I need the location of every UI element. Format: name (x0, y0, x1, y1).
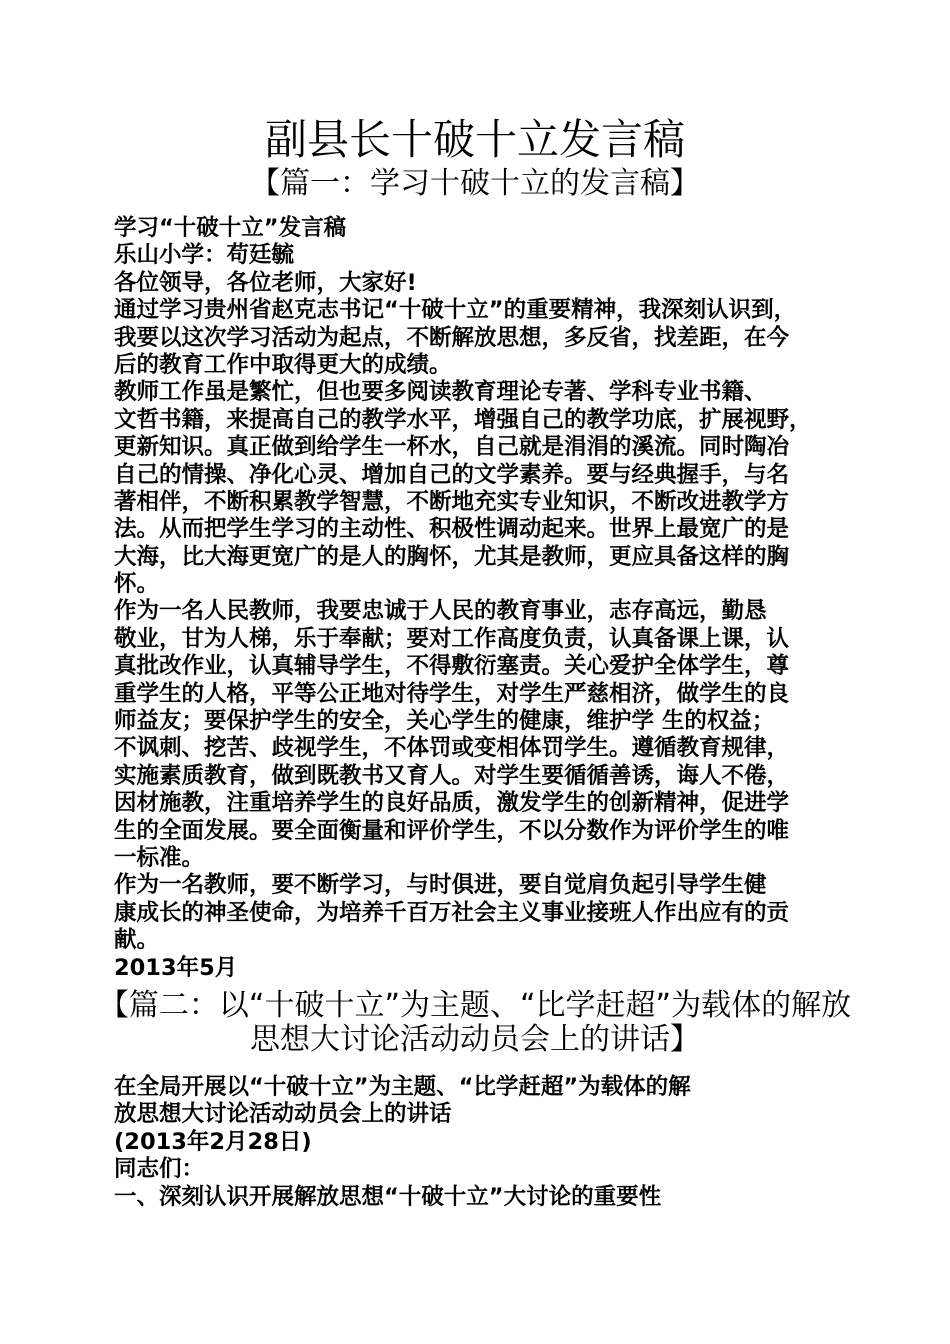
text-line: 敬业，甘为人梯，乐于奉献；要对工作高度负责，认真备课上课，认 (114, 625, 790, 652)
text-line: 更新知识。真正做到给学生一杯水，自己就是涓涓的溪流。同时陶冶 (114, 434, 790, 461)
text-line: 学习“十破十立”发言稿 (114, 215, 347, 241)
text-line: 生的全面发展。要全面衡量和评价学生，不以分数作为评价学生的唯 (114, 817, 790, 844)
part1-body (114, 215, 840, 982)
text-line: 自己的情操、净化心灵、增加自己的文学素养。要与经典握手，与名 (114, 461, 790, 488)
text-line: 一标准。 (114, 844, 205, 871)
text-line: 实施素质教育，做到既教书又育人。对学生要循循善诱，诲人不倦， (114, 762, 790, 789)
text-line: 重学生的人格，平等公正地对待学生，对学生严慈相济，做学生的良 (114, 680, 790, 707)
text-line: 同志们： (114, 1156, 205, 1183)
text-line: 不讽刺、挖苦、歧视学生，不体罚或变相体罚学生。遵循教育规律， (114, 735, 790, 762)
date-line: 2013年5月 (114, 954, 238, 981)
text-line: 乐山小学：苟廷毓 (114, 242, 295, 269)
part2-body (114, 1074, 840, 1211)
text-line: 放思想大讨论活动动员会上的讲话 (114, 1101, 452, 1128)
text-line: 大海，比大海更宽广的是人的胸怀，尤其是教师，更应具备这样的胸 (114, 543, 790, 570)
text-line: 作为一名人民教师，我要忠诚于人民的教育事业，志存高远，勤恳 (114, 598, 767, 625)
text-line: 怀。 (114, 571, 160, 598)
text-line: 康成长的神圣使命，为培养千百万社会主义事业接班人作出应有的贡 (114, 899, 790, 926)
text-line: 我要以这次学习活动为起点，不断解放思想，多反省，找差距，在今 (114, 324, 790, 351)
text-line: 教师工作虽是繁忙，但也要多阅读教育理论专著、学科专业书籍、 (114, 379, 767, 406)
text-line: 师益友；要保护学生的安全，关心学生的健康，维护学 生的权益； (114, 708, 775, 735)
part1-heading: 【篇一：学习十破十立的发言稿】 (250, 166, 700, 201)
text-line: 在全局开展以“十破十立”为主题、“比学赶超”为载体的解 (114, 1074, 691, 1100)
text-line: 真批改作业，认真辅导学生，不得敷衍塞责。关心爱护全体学生，尊 (114, 653, 790, 680)
text-line: 一、深刻认识开展解放思想“十破十立”大讨论的重要性 (114, 1183, 662, 1210)
text-line: 著相伴，不断积累教学智慧，不断地充实专业知识，不断改进教学方 (114, 488, 790, 515)
text-line: 因材施教，注重培养学生的良好品质，激发学生的创新精神，促进学 (114, 790, 790, 817)
part2-heading-line1: 【篇二：以“十破十立”为主题、“比学赶超”为载体的解放 (98, 988, 852, 1023)
text-line: 献。 (114, 927, 160, 954)
part2-heading-line2: 思想大讨论活动动员会上的讲话】 (250, 1022, 700, 1057)
text-line: 文哲书籍，来提高自己的教学水平，增强自己的教学功底，扩展视野， (114, 406, 812, 433)
date-line: (2013年2月28日) (114, 1128, 312, 1155)
text-line: 通过学习贵州省赵克志书记“十破十立”的重要精神，我深刻认识到， (114, 297, 797, 324)
text-line: 各位领导，各位老师，大家好! (114, 269, 417, 296)
document-title: 副县长十破十立发言稿 (264, 115, 685, 164)
text-line: 作为一名教师，要不断学习，与时俱进，要自觉肩负起引导学生健 (114, 872, 767, 899)
text-line: 法。从而把学生学习的主动性、积极性调动起来。世界上最宽广的是 (114, 516, 790, 543)
text-line: 后的教育工作中取得更大的成绩。 (114, 351, 452, 378)
